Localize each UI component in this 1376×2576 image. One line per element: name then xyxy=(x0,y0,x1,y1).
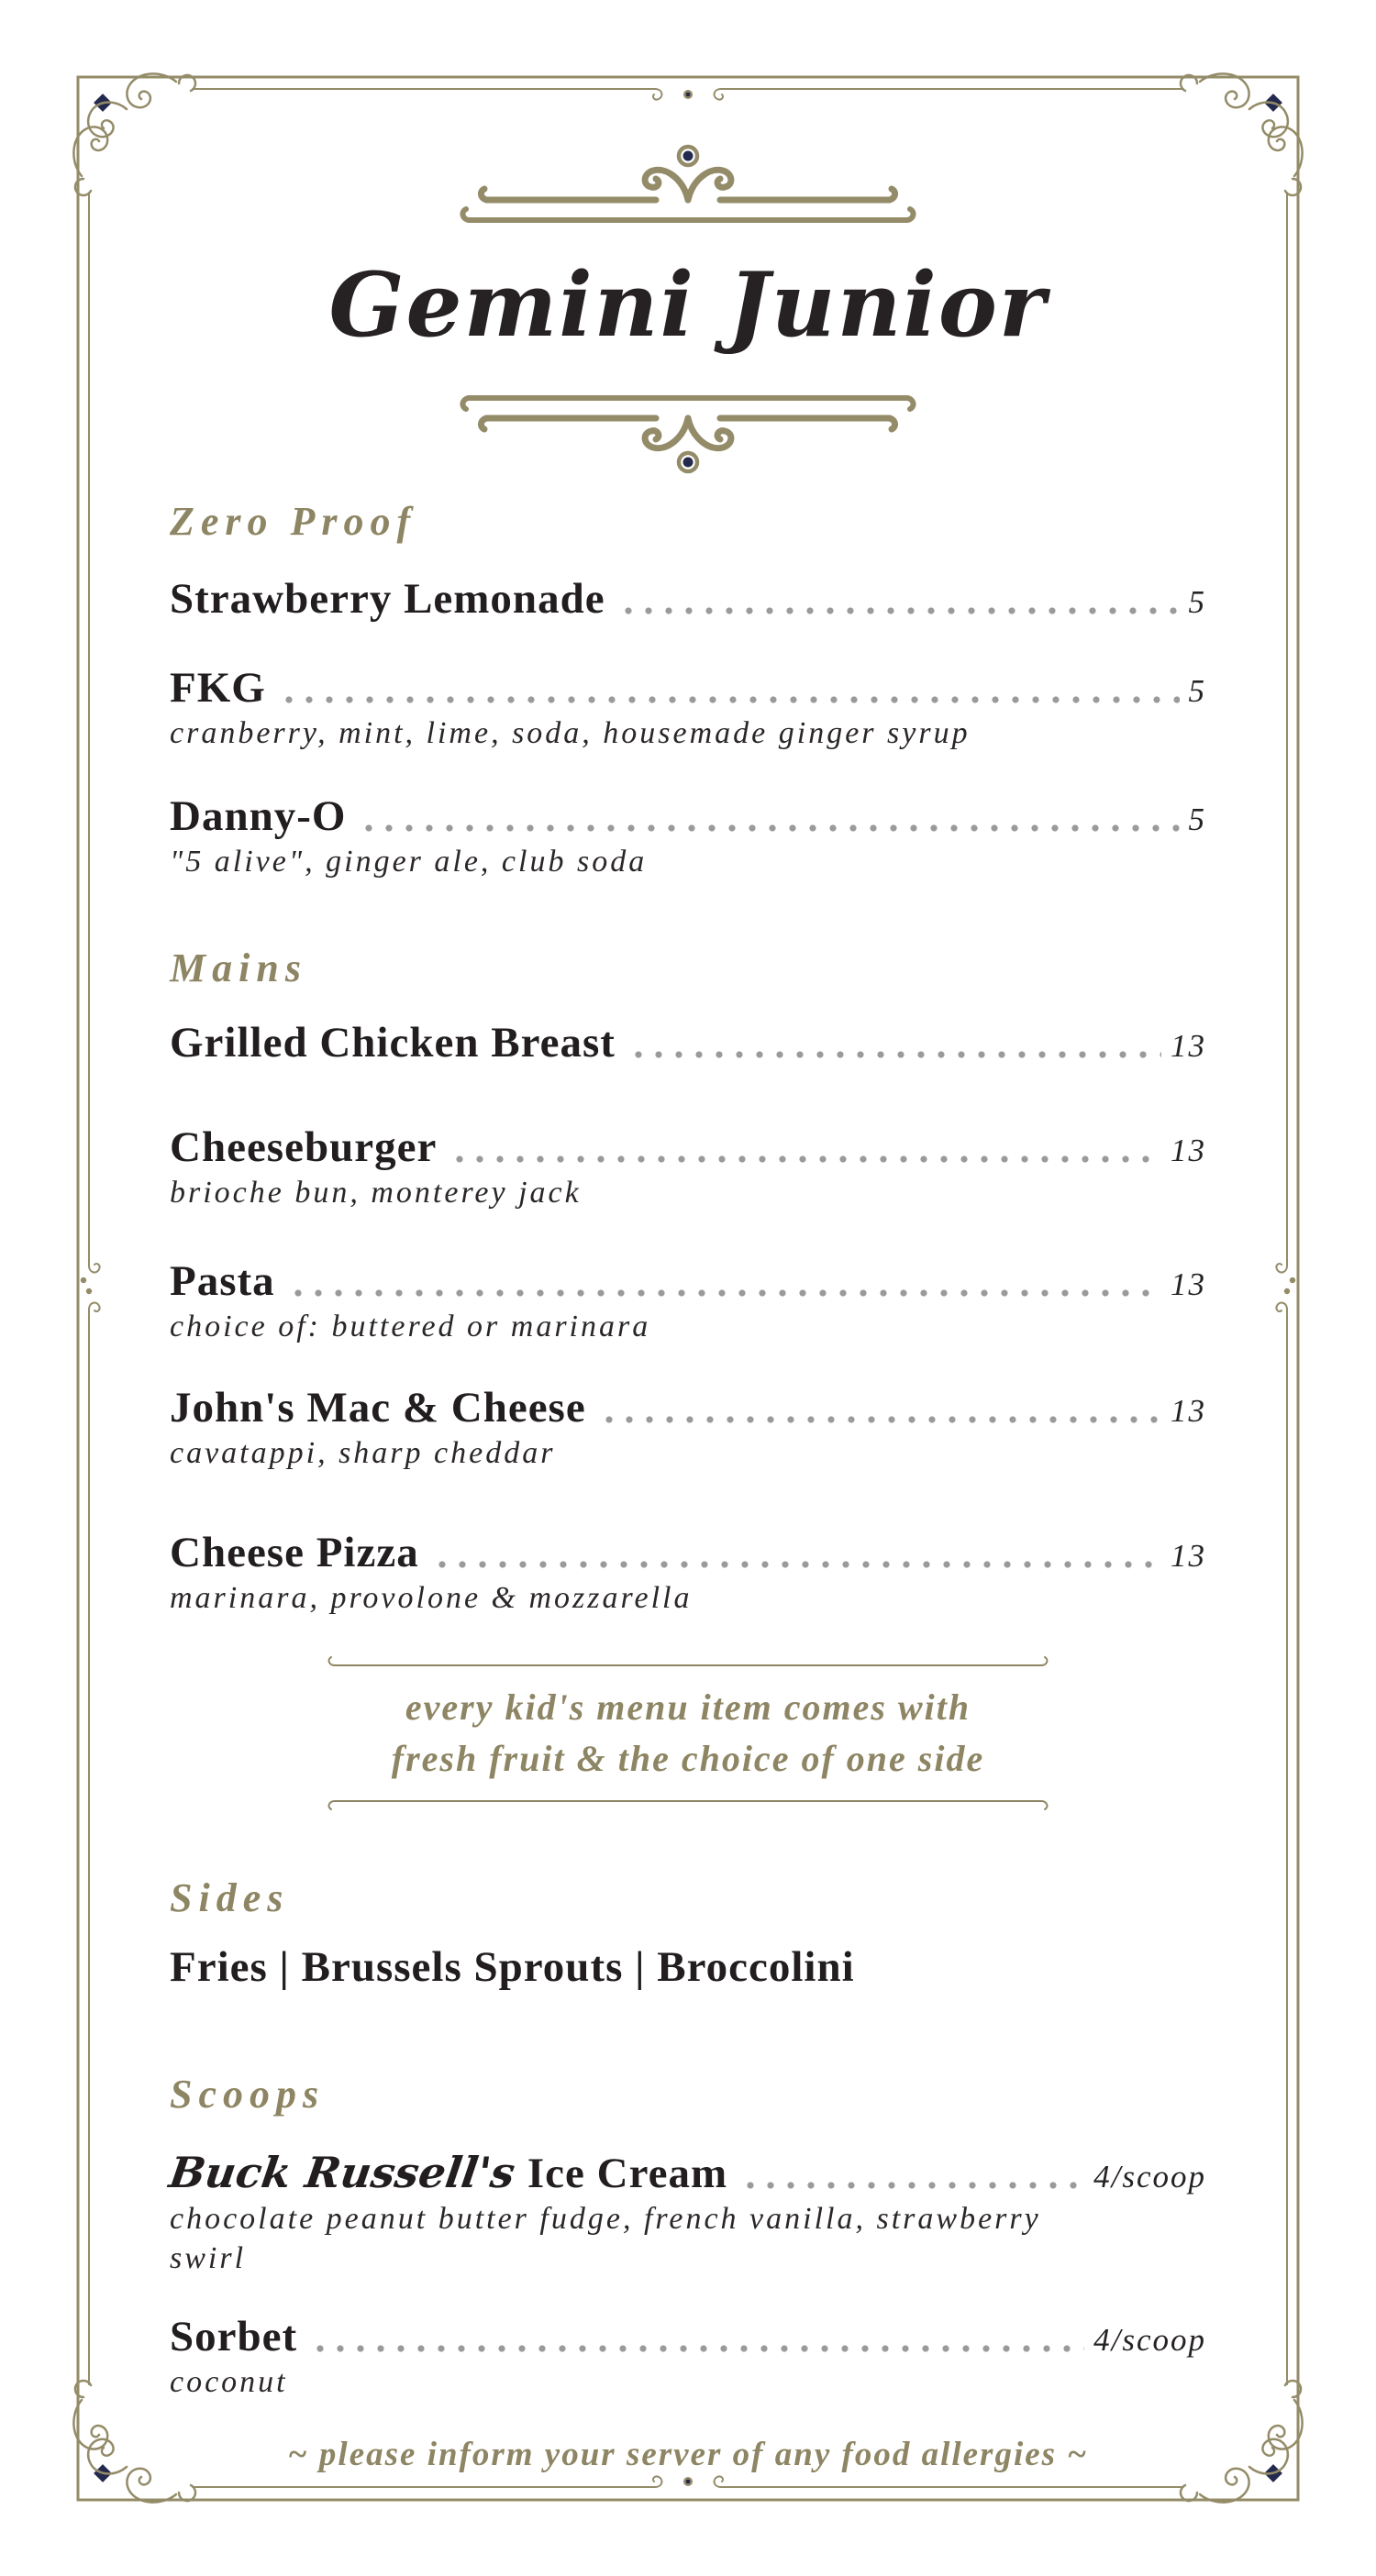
item-name: FKG xyxy=(170,664,266,713)
dot-leader xyxy=(359,824,1179,833)
section-heading-zero-proof: Zero Proof xyxy=(170,499,417,545)
title-flourish-top-ornament xyxy=(381,143,995,235)
dot-leader xyxy=(740,2181,1084,2190)
item-price: 13 xyxy=(1171,1027,1206,1064)
menu-item-buck-russells-ice-cream xyxy=(166,2148,1206,2277)
item-price: 13 xyxy=(1171,1132,1206,1168)
menu-item-danny-o xyxy=(170,791,1206,881)
dot-leader xyxy=(310,2344,1084,2353)
item-description: "5 alive", ginger ale, club soda xyxy=(170,844,648,879)
item-price: 5 xyxy=(1188,673,1206,710)
dot-leader xyxy=(432,1560,1161,1569)
item-name: Cheese Pizza xyxy=(170,1529,419,1577)
item-description: choice of: buttered or marinara xyxy=(170,1309,651,1343)
item-price: 4/scoop xyxy=(1093,2321,1206,2358)
menu-item-johns-mac-and-cheese xyxy=(170,1383,1206,1473)
allergy-notice: ~ please inform your server of any food allergies ~ xyxy=(287,2435,1089,2473)
dot-leader xyxy=(599,1415,1161,1424)
menu-item-strawberry-lemonade xyxy=(170,574,1206,624)
section-heading-sides: Sides xyxy=(170,1874,290,1920)
menu-item-sorbet xyxy=(170,2312,1206,2402)
menu-item-grilled-chicken-breast xyxy=(170,1018,1206,1067)
dot-leader xyxy=(279,695,1180,704)
item-price: 13 xyxy=(1171,1393,1206,1430)
title-flourish-bottom-ornament xyxy=(381,383,995,475)
item-description: coconut xyxy=(170,2364,288,2399)
item-name: John's Mac & Cheese xyxy=(170,1384,586,1432)
item-price: 13 xyxy=(1171,1538,1206,1575)
item-name: Sorbet xyxy=(170,2312,298,2360)
item-description: chocolate peanut butter fudge, french vanilla, strawberry swirl xyxy=(170,2202,1041,2275)
item-name: Pasta xyxy=(170,1256,275,1305)
page-title: Gemini Junior xyxy=(328,253,1048,357)
item-price: 13 xyxy=(1171,1266,1206,1302)
dot-leader xyxy=(618,606,1180,615)
note-text: every kid's menu item comes with fresh fruit & the choice of one side xyxy=(391,1686,985,1779)
section-heading-mains: Mains xyxy=(170,945,307,990)
menu-item-cheeseburger xyxy=(170,1122,1206,1212)
dot-leader xyxy=(449,1155,1161,1164)
note-box xyxy=(326,1654,1050,1812)
item-name-script-part: Buck Russell's xyxy=(166,2148,518,2198)
menu-item-fkg xyxy=(170,663,1206,753)
note-rule-bottom xyxy=(326,1799,1050,1812)
menu-item-cheese-pizza xyxy=(170,1528,1206,1618)
item-price: 5 xyxy=(1188,801,1206,837)
note-rule-top xyxy=(326,1654,1050,1667)
item-name: Strawberry Lemonade xyxy=(170,575,605,624)
item-description: brioche bun, monterey jack xyxy=(170,1175,582,1210)
item-name: Cheeseburger xyxy=(170,1122,438,1171)
item-name-regular-part: Ice Cream xyxy=(527,2150,728,2198)
item-name: Danny-O xyxy=(170,791,347,840)
item-name xyxy=(166,2148,728,2198)
item-description: cranberry, mint, lime, soda, housemade ginger syrup xyxy=(170,716,971,751)
dot-leader xyxy=(288,1288,1161,1298)
menu-item-pasta xyxy=(170,1256,1206,1346)
item-name: Grilled Chicken Breast xyxy=(170,1018,616,1067)
dot-leader xyxy=(628,1050,1161,1059)
item-description: cavatappi, sharp cheddar xyxy=(170,1436,556,1471)
item-description: marinara, provolone & mozzarella xyxy=(170,1581,693,1616)
item-price: 5 xyxy=(1188,584,1206,621)
section-heading-scoops: Scoops xyxy=(170,2072,326,2117)
item-price: 4/scoop xyxy=(1093,2159,1206,2195)
sides-options-line: Fries | Brussels Sprouts | Broccolini xyxy=(170,1943,855,1992)
